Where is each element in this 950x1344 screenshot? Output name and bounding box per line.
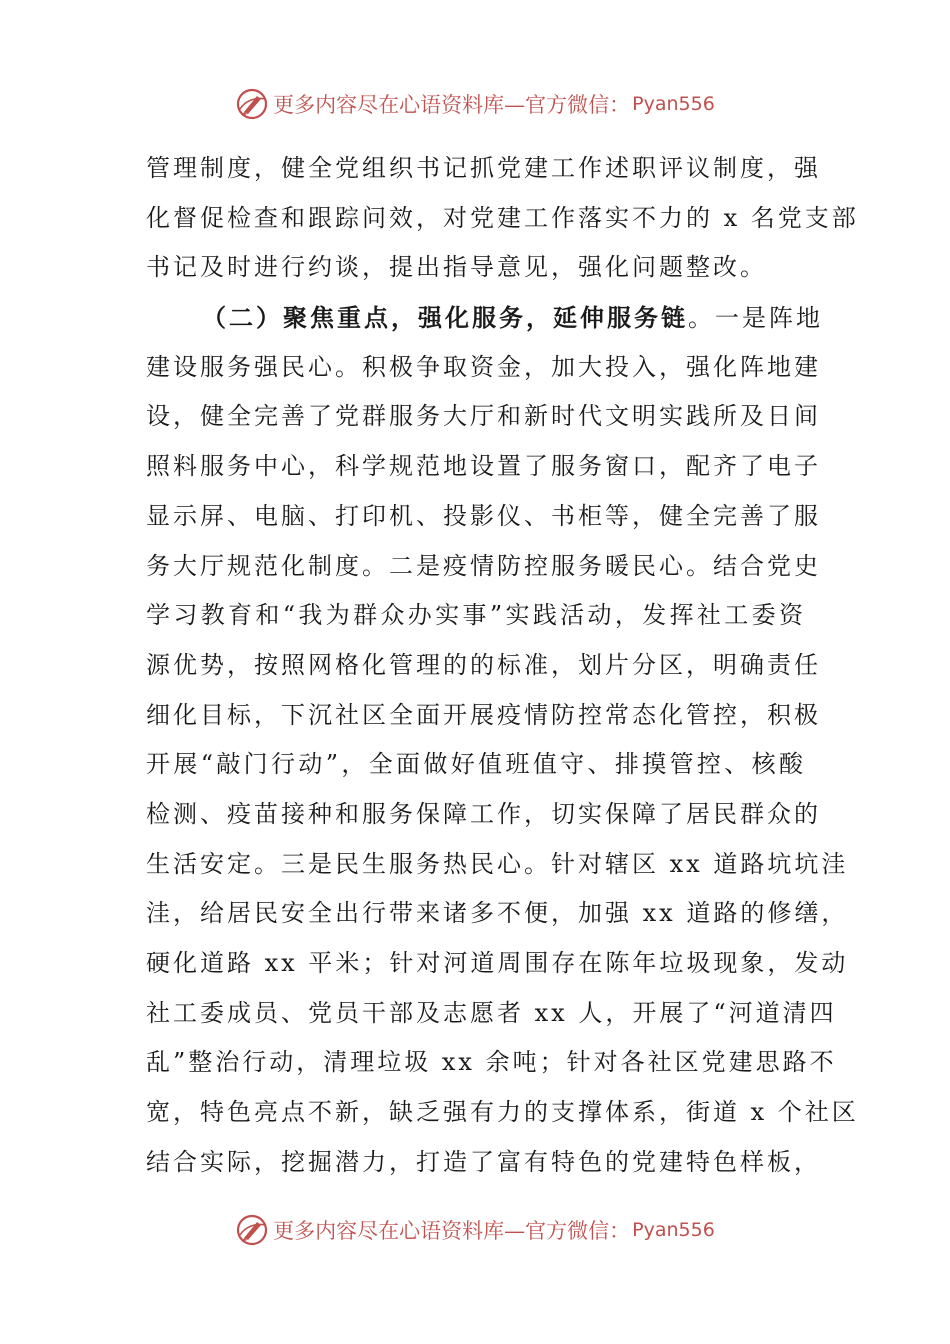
text-line: 源优势，按照网格化管理的的标准，划片分区，明确责任 xyxy=(146,650,821,679)
text-line: 乱”整治行动，清理垃圾 xx 余吨；针对各社区党建思路不 xyxy=(146,1048,837,1077)
text-line: 细化目标，下沉社区全面开展疫情防控常态化管控，积极 xyxy=(146,700,821,729)
text-line: 照料服务中心，科学规范地设置了服务窗口，配齐了电子 xyxy=(146,452,821,481)
section-heading-line xyxy=(146,293,823,343)
text-line: 开展“敲门行动”，全面做好值班值守、排摸管控、核酸 xyxy=(146,750,806,779)
watermark-id: Pyan556 xyxy=(632,1219,715,1241)
text-line: 宽，特色亮点不新，缺乏强有力的支撑体系，街道 x 个社区 xyxy=(146,1098,859,1127)
document-body xyxy=(146,144,859,1187)
text-line: 务大厅规范化制度。二是疫情防控服务暖民心。结合党史 xyxy=(146,551,821,580)
watermark-text: 更多内容尽在心语资料库—官方微信： xyxy=(273,93,631,117)
text-line: 硬化道路 xx 平米；针对河道周围存在陈年垃圾现象，发动 xyxy=(146,949,849,977)
section-heading: （二）聚焦重点，强化服务，延伸服务链 xyxy=(202,303,688,333)
text-line: 管理制度，健全党组织书记抓党建工作述职评议制度，强 xyxy=(146,154,821,182)
text-line: 生活安定。三是民生服务热民心。针对辖区 xx 道路坑坑洼 xyxy=(146,849,849,878)
text-line: 化督促检查和跟踪问效，对党建工作落实不力的 x 名党支部 xyxy=(146,203,859,232)
watermark-footer xyxy=(0,1210,950,1250)
watermark-header xyxy=(0,84,950,124)
text-line: 书记及时进行约谈，提出指导意见，强化问题整改。 xyxy=(146,253,767,282)
text-line: 建设服务强民心。积极争取资金，加大投入，强化阵地建 xyxy=(146,352,821,381)
watermark-id: Pyan556 xyxy=(632,93,715,115)
pen-logo-icon xyxy=(235,87,269,121)
text-line: 学习教育和“我为群众办实事”实践活动，发挥社工委资 xyxy=(146,601,806,630)
text-line: 洼，给居民安全出行带来诸多不便，加强 xx 道路的修缮， xyxy=(146,899,849,928)
text-line: 结合实际，挖掘潜力，打造了富有特色的党建特色样板， xyxy=(146,1147,821,1176)
text-line: 设，健全完善了党群服务大厅和新时代文明实践所及日间 xyxy=(146,402,821,431)
text-line: 社工委成员、党员干部及志愿者 xx 人，开展了“河道清四 xyxy=(146,998,837,1027)
text-line: 检测、疫苗接种和服务保障工作，切实保障了居民群众的 xyxy=(146,799,821,828)
pen-logo-icon xyxy=(235,1213,269,1247)
text-line: 显示屏、电脑、打印机、投影仪、书柜等，健全完善了服 xyxy=(146,501,821,530)
text-line-rest: 。一是阵地 xyxy=(688,304,823,333)
watermark-text: 更多内容尽在心语资料库—官方微信： xyxy=(273,1219,631,1243)
